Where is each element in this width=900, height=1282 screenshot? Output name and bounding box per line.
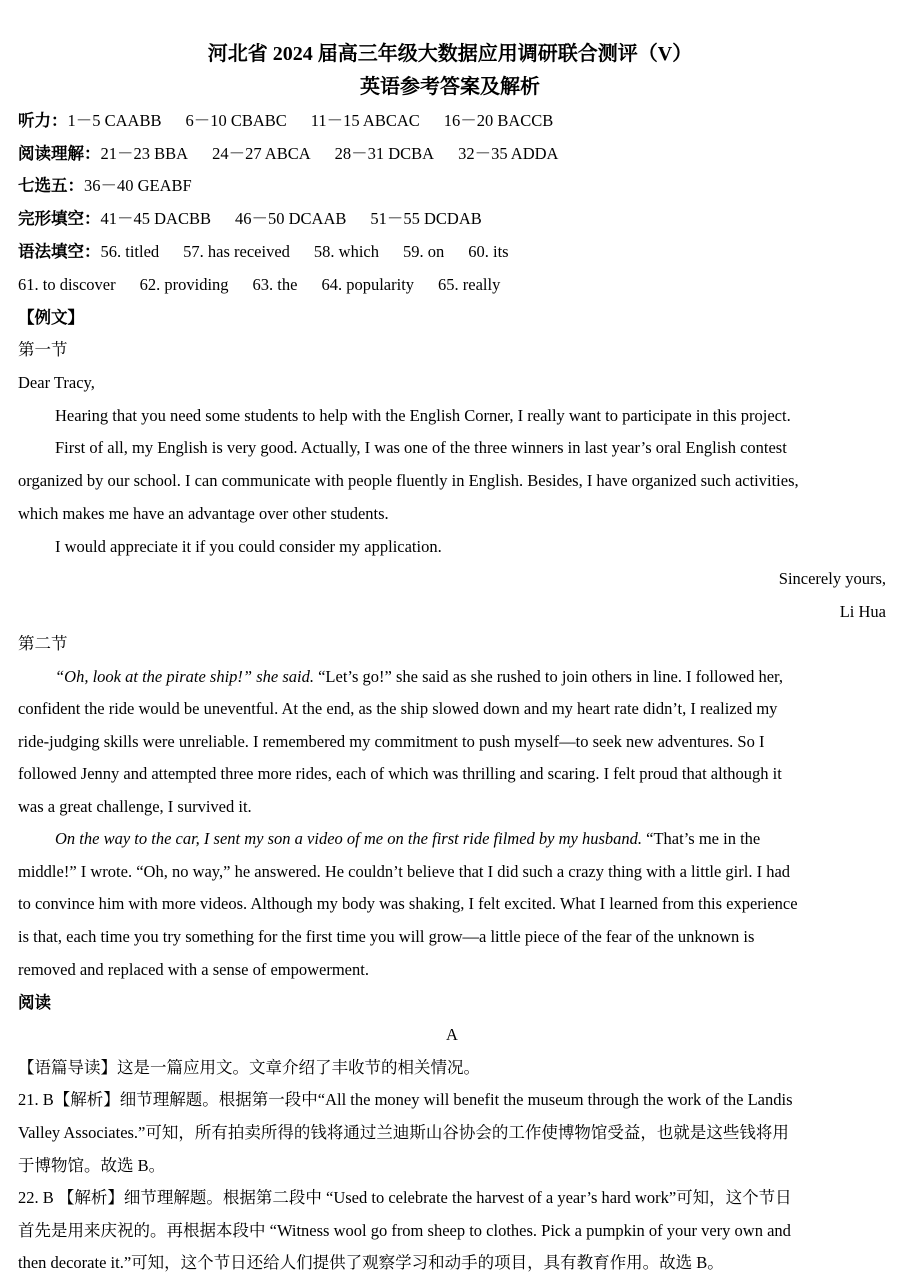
story-paragraph-1-line1: “Oh, look at the pirate ship!” she said. “Let’s go!” she said as she rushed to join others in line. I followed her,: [55, 667, 783, 686]
story-paragraph-1-line2: confident the ride would be uneventful. At the end, as the ship slowed down and my heart rate didn’t, I realized my: [18, 699, 778, 718]
seven-label: 七选五：: [18, 176, 84, 195]
q22-explanation-line3: then decorate it.”可知，这个节日还给人们提供了观察学习和动手的项目，具有教育作用。故选 B。: [18, 1253, 724, 1272]
letter-paragraph-3: I would appreciate it if you could consider my application.: [55, 537, 442, 556]
letter-paragraph-2-line3: which makes me have an advantage over other students.: [18, 504, 389, 523]
story-paragraph-2-line4: is that, each time you try something for the first time you will grow—a little piece of the fear of the unknown is: [18, 927, 755, 946]
letter-paragraph-2-line1: First of all, my English is very good. Actually, I was one of the three winners in last year’s oral English contest: [55, 438, 787, 457]
cloze-label: 完形填空：: [18, 209, 101, 228]
story-paragraph-1-line3: ride-judging skills were unreliable. I remembered my commitment to push myself—to seek new adventures. So I: [18, 732, 765, 751]
listening-answers: 听力：1－5 CAABB 6－10 CBABC 11－15 ABCAC 16－20 BACCB: [18, 111, 554, 130]
q22-explanation-line2: 首先是用来庆祝的。再根据本段中 “Witness wool go from sheep to clothes. Pick a pumpkin of your very own and: [18, 1221, 791, 1240]
letter-greeting: Dear Tracy,: [18, 373, 95, 392]
letter-signature: Li Hua: [839, 602, 886, 621]
reading-answers: 阅读理解：21－23 BBA 24－27 ABCA 28－31 DCBA 32－35 ADDA: [18, 144, 559, 163]
document-title: 河北省 2024 届高三年级大数据应用调研联合测评（V）: [207, 43, 693, 65]
q21-explanation-line1: 21. B【解析】细节理解题。根据第一段中“All the money will benefit the museum through the work of the Landis: [18, 1090, 793, 1109]
cloze-answers: 完形填空：41－45 DACBB 46－50 DCAAB 51－55 DCDAB: [18, 209, 482, 228]
grammar-answers-row2: 61. to discover 62. providing 63. the 64. popularity 65. really: [18, 275, 501, 294]
passage-a-label: A: [446, 1025, 458, 1044]
reading-heading: 阅读: [18, 993, 51, 1012]
letter-closing: Sincerely yours,: [778, 569, 886, 588]
section-1-label: 第一节: [18, 340, 68, 359]
story-paragraph-1-line4: followed Jenny and attempted three more rides, each of which was thrilling and scaring. I felt proud that although it: [18, 764, 782, 783]
reading-label: 阅读理解：: [18, 144, 101, 163]
document-subtitle: 英语参考答案及解析: [360, 76, 540, 98]
section-2-label: 第二节: [18, 634, 68, 653]
story-paragraph-2-line3: to convince him with more videos. Although my body was shaking, I felt excited. What I learned from this experience: [18, 894, 798, 913]
grammar-answers-row1: 语法填空：56. titled 57. has received 58. which 59. on 60. its: [18, 242, 509, 261]
story-paragraph-2-line1: On the way to the car, I sent my son a video of me on the first ride filmed by my husband. “That’s me in the: [55, 829, 761, 848]
passage-guide: 【语篇导读】这是一篇应用文。文章介绍了丰收节的相关情况。: [18, 1058, 480, 1077]
seven-choose-five-answers: 七选五：36－40 GEABF: [18, 176, 192, 195]
sample-heading: 【例文】: [18, 308, 84, 327]
letter-paragraph-2-line2: organized by our school. I can communicate with people fluently in English. Besides, I have organized such activities,: [18, 471, 799, 490]
q21-explanation-line2: Valley Associates.”可知，所有拍卖所得的钱将通过兰迪斯山谷协会的工作使博物馆受益，也就是这些钱将用: [18, 1123, 789, 1142]
listening-label: 听力：: [18, 111, 68, 130]
q21-explanation-line3: 于博物馆。故选 B。: [18, 1156, 166, 1175]
story-paragraph-2-line5: removed and replaced with a sense of empowerment.: [18, 960, 369, 979]
story-paragraph-2-line2: middle!” I wrote. “Oh, no way,” he answered. He couldn’t believe that I did such a crazy thing with a little girl. I had: [18, 862, 791, 881]
q22-explanation-line1: 22. B 【解析】细节理解题。根据第二段中 “Used to celebrate the harvest of a year’s hard work”可知，这个节日: [18, 1188, 792, 1207]
grammar-label: 语法填空：: [18, 242, 101, 261]
letter-paragraph-1: Hearing that you need some students to help with the English Corner, I really want to participate in this project.: [55, 406, 791, 425]
story-paragraph-1-line5: was a great challenge, I survived it.: [18, 797, 252, 816]
